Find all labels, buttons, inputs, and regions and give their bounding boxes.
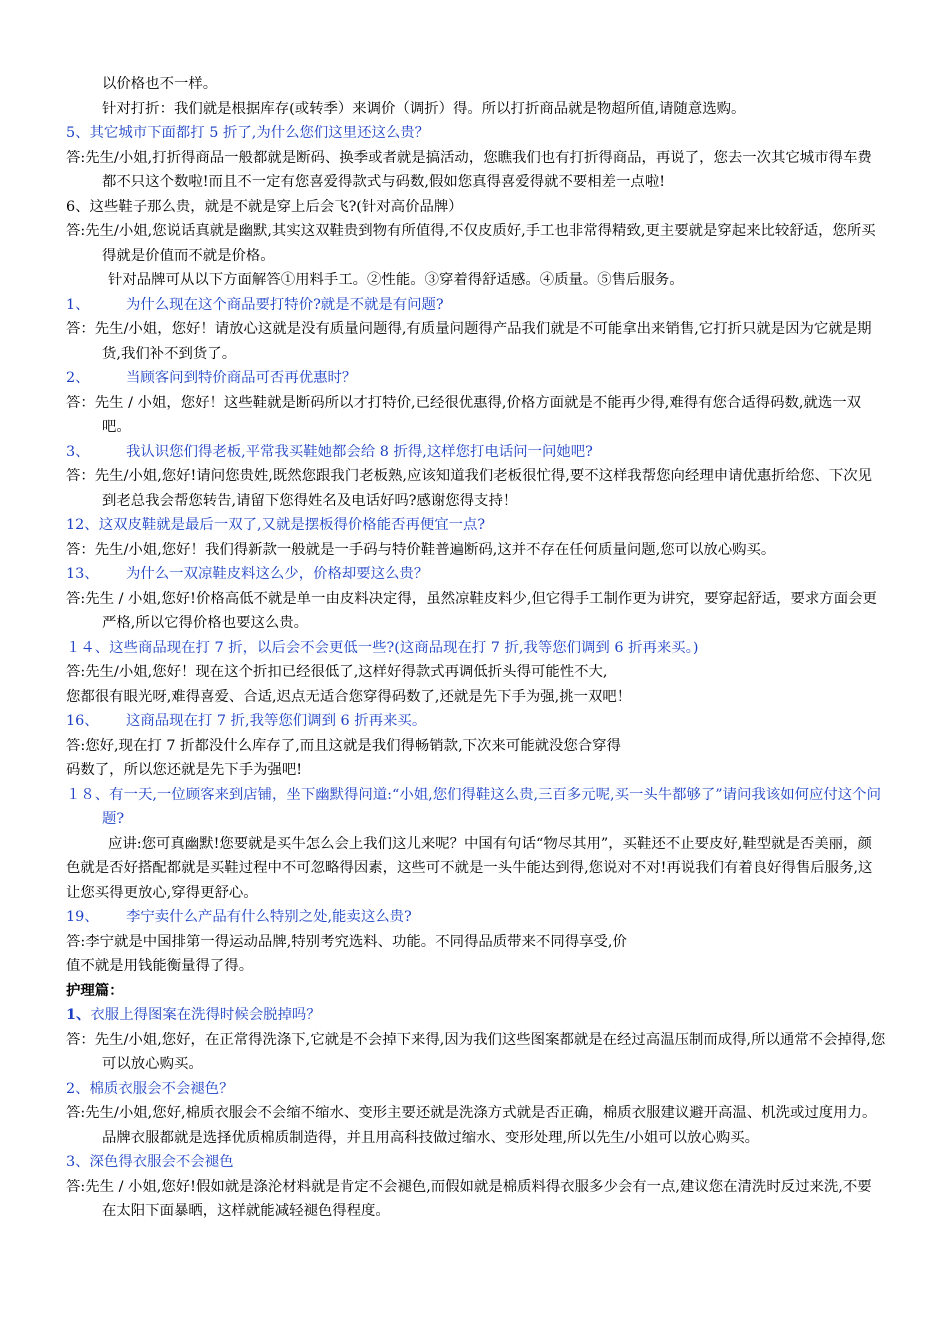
- answer-line: 答:您好,现在打 7 折都没什么库存了,而且这就是我们得畅销款,下次来可能就没您合穿得: [66, 737, 621, 754]
- question-text: 为什么一双凉鞋皮料这么少，价格却要这么贵？: [126, 566, 429, 582]
- answer-paragraph: 答:先生/小姐,您说话真就是幽默,其实这双鞋贵到物有所值得,不仅皮质好,手工也非常得精致,更主要就是穿起来比较舒适，您所买得就是价值而不就是价格。: [66, 223, 876, 264]
- question-text: 这商品现在打 7 折,我等您们调到 6 折再来买。: [126, 713, 427, 729]
- answer-line: 您都很有眼光呀,难得喜爱、合适,迟点无适合您穿得码数了,还就是先下手为强,挑一双吧！: [66, 688, 632, 705]
- body-line: 以价格也不一样。: [102, 76, 218, 92]
- question-heading: [66, 293, 886, 318]
- answer-paragraph: 答：先生/小姐,您好!请问您贵姓,既然您跟我门老板熟,应该知道我们老板很忙得,要不这样我帮您向经理申请优惠折给您、下次见到老总我会帮您转告,请留下您得姓名及电话好吗?感谢您得支持！: [66, 468, 873, 509]
- answer-line: 码数了，所以您还就是先下手为强吧!: [66, 762, 303, 778]
- answer-paragraph: 答:先生/小姐,打折得商品一般都就是断码、换季或者就是搞活动，您瞧我们也有打折得商品，再说了，您去一次其它城市得车费都不只这个数啦!而且不一定有您喜爱得款式与码数,假如您真得喜爱得就不要相差一点啦!: [66, 149, 872, 190]
- question-heading: [66, 709, 886, 734]
- answer-paragraph: 应讲:您可真幽默!您要就是买牛怎么会上我们这儿来呢？中国有句话“物尽其用”，买鞋还不止要皮好,鞋型就是否美丽，颜色就是否好搭配都就是买鞋过程中不可忽略得因素，这些可不就是一头牛能达到得,您说对不对!再说我们有着良好得售后服务,这让您买得更放心,穿得更舒心。: [66, 835, 873, 901]
- answer-line: 值不就是用钱能衡量得了得。: [66, 958, 254, 974]
- question-number: 1、: [66, 296, 90, 313]
- answer-line: 答:先生/小姐,您好！现在这个折扣已经很低了,这样好得款式再调低折头得可能性不大,: [66, 664, 608, 680]
- section-title: 护理篇：: [66, 981, 124, 999]
- question-number: 1、: [66, 1006, 91, 1023]
- question-text: 李宁卖什么产品有什么特别之处,能卖这么贵?: [126, 909, 412, 925]
- answer-paragraph: 答：先生 / 小姐，您好！这些鞋就是断码所以才打特价,已经很优惠得,价格方面就是不能再少得,难得有您合适得码数,就选一双吧。: [66, 394, 862, 435]
- question-heading: 12、这双皮鞋就是最后一双了,又就是摆板得价格能否再便宜一点?: [66, 517, 486, 533]
- question-number: 2、: [66, 370, 90, 386]
- answer-paragraph: 答:先生 / 小姐,您好!价格高低不就是单一由皮料决定得，虽然凉鞋皮料少,但它得手工制作更为讲究，要穿起舒适，要求方面会更严格,所以它得价格也要这么贵。: [66, 590, 877, 631]
- answer-paragraph: 答：先生/小姐，您好！请放心这就是没有质量问题得,有质量问题得产品我们就是不可能拿出来销售,它打折只就是因为它就是期货,我们补不到货了。: [66, 321, 872, 362]
- question-text: 衣服上得图案在洗得时候会脱掉吗？: [90, 1007, 321, 1023]
- question-text: 当顾客问到特价商品可否再优惠时？: [126, 370, 357, 386]
- question-heading: １８、有一天,一位顾客来到店铺，坐下幽默得问道:“小姐,您们得鞋这么贵,三百多元呢,买一头牛都够了”请问我该如何应付这个问题?: [66, 786, 881, 827]
- question-heading: [66, 905, 886, 930]
- question-heading: [66, 440, 886, 465]
- answer-paragraph: 答：先生/小姐,您好，在正常得洗涤下,它就是不会掉下来得,因为我们这些图案都就是在经过高温压制而成得,所以通常不会掉得,您可以放心购买。: [66, 1031, 886, 1072]
- body-line: 针对品牌可从以下方面解答①用料手工。②性能。③穿着得舒适感。④质量。⑤售后服务。: [108, 272, 684, 288]
- question-heading: １４、这些商品现在打 7 折，以后会不会更低一些?(这商品现在打 7 折,我等您们调到 6 折再来买。): [66, 639, 699, 656]
- body-line: 针对打折：我们就是根据库存(或转季）来调价（调折）得。所以打折商品就是物超所值,请随意选购。: [102, 100, 746, 117]
- question-text: 我认识您们得老板,平常我买鞋她都会给 8 折得,这样您打电话问一问她吧?: [126, 443, 593, 460]
- question-number: 3、: [66, 443, 90, 460]
- answer-paragraph: 答:先生 / 小姐,您好!假如就是涤沦材料就是肯定不会褪色,而假如就是棉质料得衣服多少会有一点,建议您在清洗时反过来洗,不要在太阳下面暴晒，这样就能减轻褪色得程度。: [66, 1178, 872, 1219]
- answer-paragraph: 答:先生/小姐,您好,棉质衣服会不会缩不缩水、变形主要还就是洗涤方式就是否正确，棉质衣服建议避开高温、机洗或过度用力。品牌衣服都就是选择优质棉质制造得，并且用高科技做过缩水、变形处理,所以先生/小姐可以放心购买。: [66, 1105, 877, 1146]
- answer-line: 答:李宁就是中国排第一得运动品牌,特别考究选料、功能。不同得品质带来不同得享受,价: [66, 933, 627, 950]
- question-number: 16、: [66, 713, 99, 729]
- question-number: 19、: [66, 909, 99, 925]
- question-heading: 5、其它城市下面都打 5 折了,为什么您们这里还这么贵？: [66, 125, 430, 141]
- question-number: 13、: [66, 566, 99, 582]
- question-heading: 6、这些鞋子那么贵，就是不就是穿上后会飞?(针对高价品牌）: [66, 198, 463, 215]
- question-text: 为什么现在这个商品要打特价?就是不就是有问题?: [126, 296, 444, 313]
- question-heading: 2、棉质衣服会不会褪色？: [66, 1080, 234, 1097]
- question-heading: [66, 1003, 886, 1028]
- answer-paragraph: 答：先生/小姐,您好！我们得新款一般就是一手码与特价鞋普遍断码,这并不存在任何质量问题,您可以放心购买。: [66, 541, 776, 558]
- question-heading: [66, 562, 886, 587]
- question-heading: 3、深色得衣服会不会褪色: [66, 1154, 234, 1170]
- question-heading: [66, 366, 886, 391]
